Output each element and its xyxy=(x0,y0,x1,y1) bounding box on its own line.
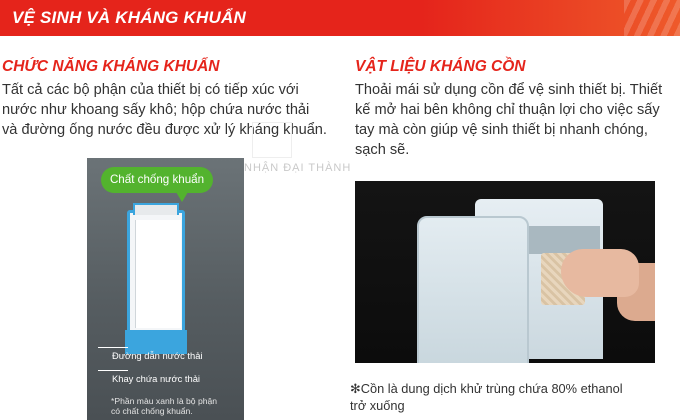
dryer-front-panel xyxy=(135,220,181,328)
antibacterial-agent-bubble: Chất chống khuẩn xyxy=(101,167,213,193)
header-decoration xyxy=(624,0,680,36)
watermark-text: NHẬN ĐẠI THÀNH xyxy=(244,162,352,174)
paragraph-line: Thoải mái sử dụng cồn để vệ sinh thiết bị. Thiết xyxy=(355,82,663,98)
callout-drain-tray: Khay chứa nước thải xyxy=(112,373,201,384)
note-line: trở xuống xyxy=(350,398,405,413)
antibacterial-function-title: CHỨC NĂNG KHÁNG KHUẨN xyxy=(2,58,220,75)
footnote-line: *Phần màu xanh là bộ phận xyxy=(111,396,218,406)
dryer-open-panel xyxy=(417,216,529,363)
diagram-footnote xyxy=(111,396,217,416)
footnote-line: có chất chống khuẩn. xyxy=(111,406,193,416)
callout-line-drain-tray xyxy=(98,370,128,371)
alcohol-resistant-text xyxy=(355,80,677,160)
bubble-pointer xyxy=(176,192,188,202)
cleaning-hand xyxy=(561,249,639,297)
alcohol-note xyxy=(350,380,623,414)
callout-line-drain-pipe xyxy=(98,347,128,348)
alcohol-resistant-title: VẬT LIỆU KHÁNG CỒN xyxy=(355,58,526,75)
paragraph-line: và đường ống nước đều được xử lý kháng khuẩn. xyxy=(2,122,327,138)
dryer-top-opening xyxy=(133,203,179,215)
callout-drain-pipe: Đường dẫn nước thải xyxy=(112,350,203,361)
paragraph-line: sạch sẽ. xyxy=(355,142,410,158)
paragraph-line: kế mở hai bên không chỉ thuận lợi cho việc sấy xyxy=(355,102,660,118)
section-header-title: VỆ SINH VÀ KHÁNG KHUẨN xyxy=(12,8,246,27)
cleaning-dryer-photo xyxy=(355,181,655,363)
note-line: ✻Cồn là dung dịch khử trùng chứa 80% ethanol xyxy=(350,381,623,396)
watermark-logo xyxy=(252,122,292,158)
paragraph-line: tay mà còn giúp vệ sinh thiết bị nhanh chóng, xyxy=(355,122,648,138)
paragraph-line: nước như khoang sấy khô; hộp chứa nước thải xyxy=(2,102,310,118)
paragraph-line: Tất cả các bộ phận của thiết bị có tiếp xúc với xyxy=(2,82,299,98)
